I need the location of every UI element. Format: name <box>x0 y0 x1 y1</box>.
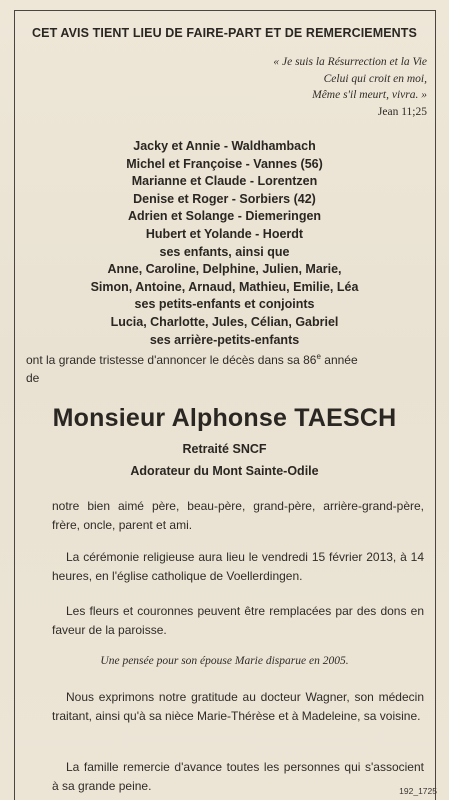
family-line: Denise et Roger - Sorbiers (42) <box>133 191 316 206</box>
bible-quote <box>127 54 427 120</box>
announcement-line-1 <box>26 348 426 369</box>
paragraph-flowers: Les fleurs et couronnes peuvent être remplacées par des dons en faveur de la paroisse. <box>52 604 424 637</box>
announcement <box>26 348 426 387</box>
family-line: ses petits-enfants et conjoints <box>134 297 315 312</box>
deceased-name: Monsieur Alphonse TAESCH <box>52 404 397 432</box>
family-line: ses arrière-petits-enfants <box>149 332 300 347</box>
announcement-text-end: année <box>320 353 358 367</box>
quote-reference: Jean 11;25 <box>377 105 427 118</box>
paragraph-gratitude: Nous exprimons notre gratitude au docteur Wagner, son médecin traitant, ainsi qu'à sa nièce Marie-Thérèse et à Madeleine, sa voisine. <box>52 690 424 723</box>
paragraph-family-relation: notre bien aimé père, beau-père, grand-père, arrière-grand-père, frère, oncle, parent et ami. <box>52 499 424 532</box>
family-line: Lucia, Charlotte, Jules, Célian, Gabriel <box>110 314 339 329</box>
announcement-line-2: de <box>26 371 40 385</box>
paragraph-thanks: La famille remercie d'avance toutes les personnes qui s'associent à sa grande peine. <box>52 760 424 793</box>
family-line: Jacky et Annie - Waldhambach <box>133 139 316 153</box>
quote-line: Même s'il meurt, vivra. » <box>312 89 427 101</box>
family-line: Marianne et Claude - Lorentzen <box>131 174 318 189</box>
ordinal-suffix: e <box>316 352 321 361</box>
family-list <box>0 138 449 349</box>
family-line: Michel et Françoise - Vannes (56) <box>126 156 323 171</box>
family-line: Anne, Caroline, Delphine, Julien, Marie, <box>107 262 342 277</box>
paragraph-ceremony: La cérémonie religieuse aura lieu le vendredi 15 février 2013, à 14 heures, en l'église catholique de Voellerdingen. <box>52 550 424 583</box>
reference-code: 192_1725 <box>399 786 437 796</box>
thought-line: Une pensée pour son épouse Marie disparue en 2005. <box>100 655 349 667</box>
family-line: Adrien et Solange - Diemeringen <box>127 209 322 224</box>
deceased-role-1: Retraité SNCF <box>182 442 267 456</box>
family-line: Simon, Antoine, Arnaud, Mathieu, Emilie, Léa <box>90 279 359 294</box>
family-line: Hubert et Yolande - Hoerdt <box>145 226 304 241</box>
family-line: ses enfants, ainsi que <box>159 244 290 259</box>
deceased-role-2: Adorateur du Mont Sainte-Odile <box>130 464 319 478</box>
notice-header: CET AVIS TIENT LIEU DE FAIRE-PART ET DE REMERCIEMENTS <box>32 26 417 40</box>
quote-line: « Je suis la Résurrection et la Vie <box>273 56 427 68</box>
announcement-text: ont la grande tristesse d'annoncer le décès dans sa 86 <box>26 353 317 367</box>
quote-line: Celui qui croit en moi, <box>323 72 427 85</box>
